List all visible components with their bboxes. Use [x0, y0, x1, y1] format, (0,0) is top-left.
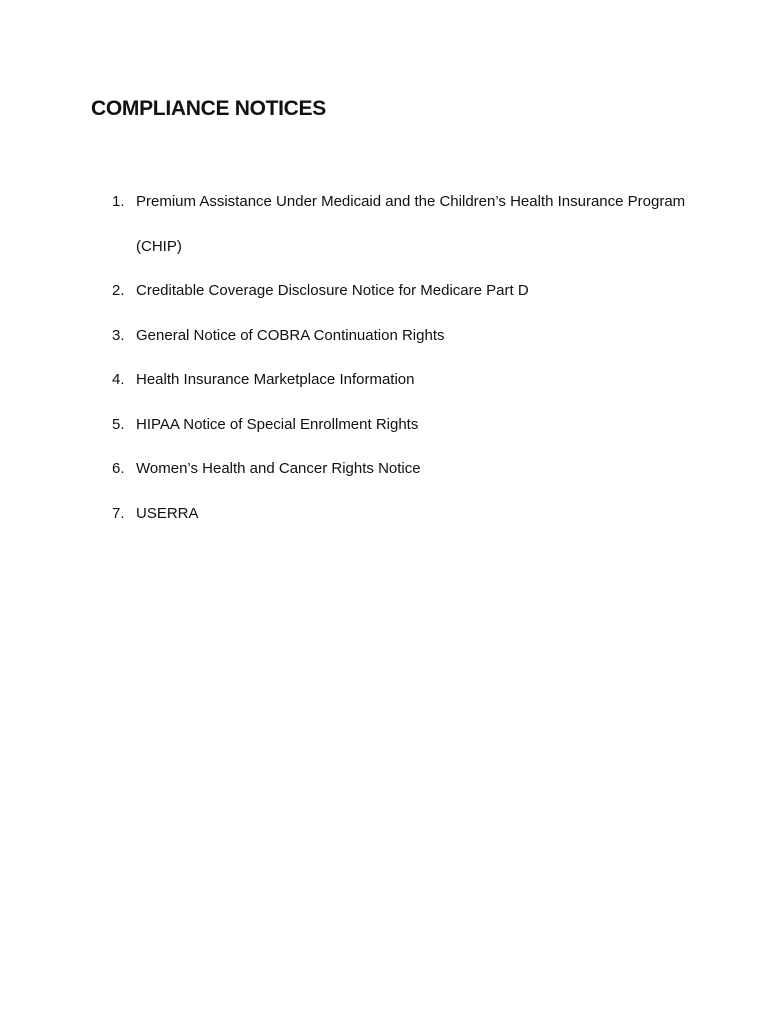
page-title: COMPLIANCE NOTICES [91, 97, 326, 120]
list-item-number: 7. [112, 504, 125, 522]
list-item-number: 6. [112, 460, 125, 477]
list-item-text: General Notice of COBRA Continuation Rights [136, 326, 445, 344]
list-item-text: Women’s Health and Cancer Rights Notice [136, 460, 421, 477]
list-item [112, 358, 692, 403]
list-item-number: 2. [112, 282, 125, 299]
list-item [112, 447, 692, 492]
compliance-notice-list [112, 180, 692, 536]
list-item [112, 403, 692, 448]
list-item-text: Premium Assistance Under Medicaid and the Children’s Health Insurance Program (CHIP) [136, 193, 686, 255]
list-item-number: 3. [112, 326, 125, 344]
list-item-text: HIPAA Notice of Special Enrollment Rights [136, 415, 419, 433]
list-item-text: USERRA [136, 504, 199, 522]
list-item [112, 180, 692, 269]
list-item-number: 4. [112, 371, 125, 388]
list-item [112, 492, 692, 537]
list-item [112, 314, 692, 359]
list-item-text: Health Insurance Marketplace Information [136, 371, 415, 388]
list-item-text: Creditable Coverage Disclosure Notice for Medicare Part D [136, 282, 529, 299]
list-item-number: 1. [112, 193, 125, 210]
list-item-number: 5. [112, 415, 125, 433]
list-item [112, 269, 692, 314]
